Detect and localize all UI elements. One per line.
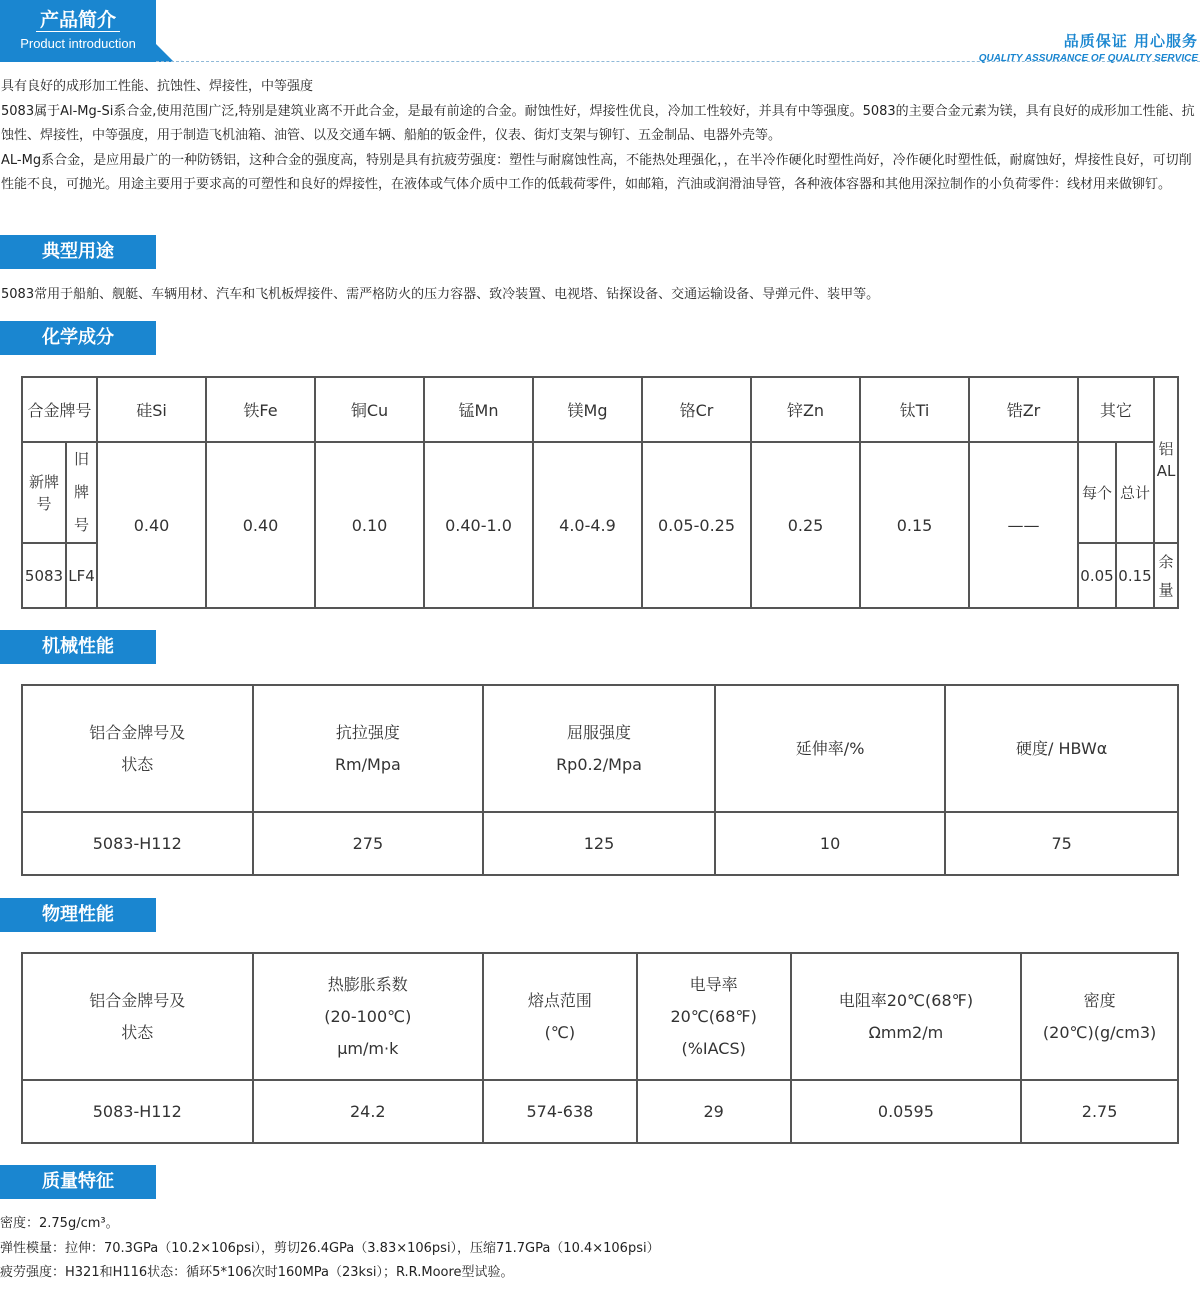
new-grade-value: 5083 (22, 543, 66, 608)
usage-heading: 典型用途 (0, 235, 156, 269)
value-cr: 0.05-0.25 (642, 442, 751, 608)
other-total-label: 总计 (1116, 442, 1154, 543)
phys-header-grade: 铝合金牌号及 状态 (22, 953, 253, 1080)
mech-table (21, 684, 1179, 876)
mech-value-hardness: 75 (945, 812, 1178, 875)
mech-header-hardness: 硬度/ HBWα (945, 685, 1178, 812)
mech-value-tensile: 275 (253, 812, 484, 875)
value-ti: 0.15 (860, 442, 969, 608)
other-total-value: 0.15 (1116, 543, 1154, 608)
element-zr: 锆Zr (969, 377, 1078, 442)
intro-paragraph-3: AL-Mg系合金，是应用最广的一种防锈铝，这种合金的强度高，特别是具有抗疲劳强度：塑性与耐腐蚀性高，不能热处理强化，，在半冷作硬化时塑性尚好，冷作硬化时塑性低，耐腐蚀好，焊接性良好，可切削性能不良，可抛光。用途主要用于要求高的可塑性和良好的焊接性，在液体或气体介质中工作的低载荷零件，如邮箱，汽油或润滑油导管，各种液体容器和其他用深拉制作的小负荷零件：线材用来做铆钉。 (1, 152, 1192, 192)
phys-value-grade: 5083-H112 (22, 1080, 253, 1143)
quality-modulus: 弹性模量：拉伸：70.3GPa（10.2×106psi），剪切26.4GPa（3.83×106psi），压缩71.7GPa（10.4×106psi） (0, 1240, 660, 1256)
mech-header-elongation: 延伸率/% (715, 685, 946, 812)
other-label: 其它 (1078, 377, 1154, 442)
phys-value-density: 2.75 (1021, 1080, 1178, 1143)
mech-header-grade: 铝合金牌号及 状态 (22, 685, 253, 812)
element-zn: 锌Zn (751, 377, 860, 442)
phys-value-resistivity: 0.0595 (791, 1080, 1022, 1143)
al-value: 余量 (1154, 543, 1178, 608)
value-cu: 0.10 (315, 442, 424, 608)
value-si: 0.40 (97, 442, 206, 608)
intro-title-zh: 产品简介 (36, 9, 120, 32)
element-fe: 铁Fe (206, 377, 315, 442)
grade-label: 合金牌号 (22, 377, 97, 442)
phys-heading: 物理性能 (0, 898, 156, 932)
element-cr: 铬Cr (642, 377, 751, 442)
mech-heading: 机械性能 (0, 630, 156, 664)
value-fe: 0.40 (206, 442, 315, 608)
other-each-label: 每个 (1078, 442, 1116, 543)
quality-slogan-zh: 品质保证 用心服务 (1063, 32, 1198, 50)
element-mg: 镁Mg (533, 377, 642, 442)
old-grade-value: LF4 (66, 543, 97, 608)
element-si: 硅Si (97, 377, 206, 442)
quality-heading: 质量特征 (0, 1165, 156, 1199)
quality-slogan (979, 30, 1198, 64)
old-grade-label: 旧牌号 (66, 442, 97, 543)
page-header (0, 0, 1200, 75)
phys-header-expansion: 热膨胀系数 (20-100℃) μm/m·k (253, 953, 484, 1080)
phys-table (21, 952, 1179, 1144)
quality-slogan-en: QUALITY ASSURANCE OF QUALITY SERVICE (978, 53, 1198, 64)
element-mn: 锰Mn (424, 377, 533, 442)
phys-header-resistivity: 电阻率20℃(68℉) Ωmm2/m (791, 953, 1022, 1080)
phys-header-melting: 熔点范围 (℃) (483, 953, 637, 1080)
quality-density: 密度：2.75g/cm³。 (0, 1216, 119, 1231)
value-zr: —— (969, 442, 1078, 608)
phys-header-conductivity: 电导率 20℃(68℉) (%IACS) (637, 953, 791, 1080)
intro-paragraph-1: 具有良好的成形加工性能、抗蚀性、焊接性，中等强度 (1, 79, 314, 94)
new-grade-label: 新牌号 (22, 442, 66, 543)
quality-fatigue: 疲劳强度：H321和H116状态：循环5*106次时160MPa（23ksi）；R.R.Moore型试验。 (0, 1265, 514, 1280)
value-mg: 4.0-4.9 (533, 442, 642, 608)
quality-notes (0, 1212, 660, 1286)
phys-value-conductivity: 29 (637, 1080, 791, 1143)
usage-text: 5083常用于船舶、舰艇、车辆用材、汽车和飞机板焊接件、需严格防火的压力容器、致冷装置、电视塔、钻探设备、交通运输设备、导弹元件、装甲等。 (1, 287, 880, 302)
mech-header-yield: 屈服强度 Rp0.2/Mpa (483, 685, 715, 812)
mech-header-tensile: 抗拉强度 Rm/Mpa (253, 685, 484, 812)
intro-section (0, 75, 1198, 198)
chem-heading: 化学成分 (0, 321, 156, 355)
phys-value-melting: 574-638 (483, 1080, 637, 1143)
mech-value-elongation: 10 (715, 812, 946, 875)
phys-header-density: 密度 (20℃)(g/cm3) (1021, 953, 1178, 1080)
al-label: 铝AL (1154, 377, 1178, 543)
intro-paragraph-2: 5083属于Al-Mg-Si系合金,使用范围广泛,特别是建筑业离不开此合金，是最有前途的合金。耐蚀性好，焊接性优良，冷加工性较好，并具有中等强度。5083的主要合金元素为镁，具有良好的成形加工性能、抗蚀性、焊接性，中等强度，用于制造飞机油箱、油管、以及交通车辆、船舶的钣金件，仪表、街灯支架与铆钉、五金制品、电器外壳等。 (1, 103, 1195, 143)
tab-notch (156, 44, 174, 62)
intro-title-en: Product introduction (20, 36, 136, 51)
value-zn: 0.25 (751, 442, 860, 608)
value-mn: 0.40-1.0 (424, 442, 533, 608)
chem-table (21, 376, 1179, 609)
mech-value-grade: 5083-H112 (22, 812, 253, 875)
element-ti: 钛Ti (860, 377, 969, 442)
phys-value-expansion: 24.2 (253, 1080, 484, 1143)
product-intro-tab (0, 0, 156, 62)
other-each-value: 0.05 (1078, 543, 1116, 608)
mech-value-yield: 125 (483, 812, 715, 875)
element-cu: 铜Cu (315, 377, 424, 442)
